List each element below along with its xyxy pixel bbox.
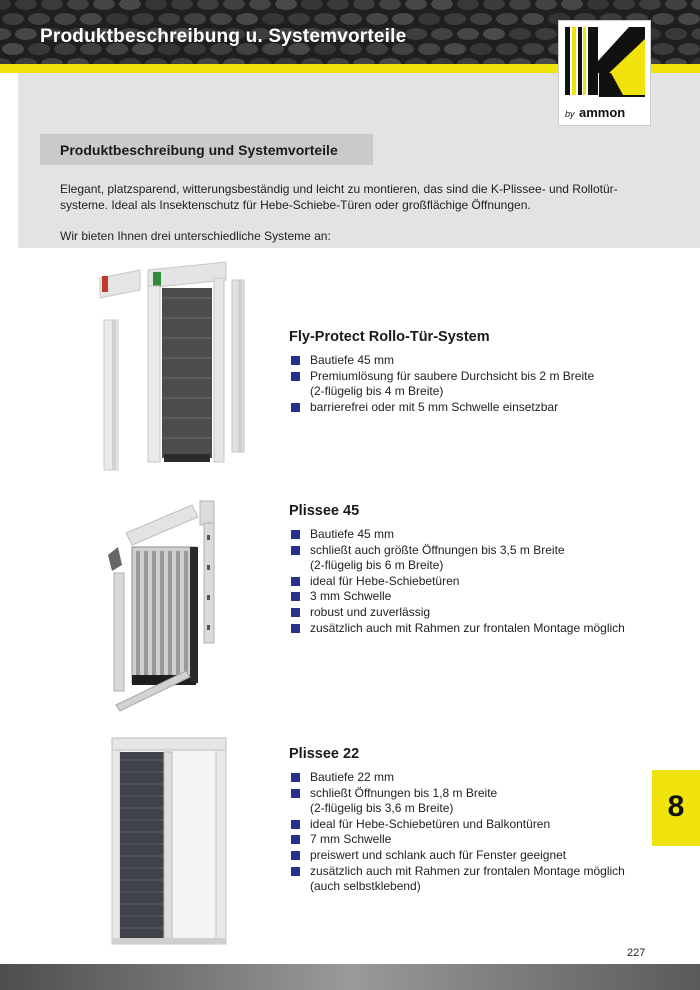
header-dot [652,13,674,25]
header-dot [691,0,700,10]
header-dot [145,0,167,10]
header-dot [119,0,141,10]
header-dot [444,13,466,25]
feature-item [289,605,625,621]
header-dot [223,0,245,10]
feature-item [289,817,625,833]
header-dot [2,13,24,25]
feature-item [289,832,625,848]
bullet-square-icon [291,867,300,876]
header-dot [301,0,323,10]
header-dot [418,43,440,55]
feature-text: zusätzlich auch mit Rahmen zur frontalen Montage möglich [310,620,625,635]
product-title: Plissee 22 [289,746,360,762]
header-dot [249,0,271,10]
header-dot [470,13,492,25]
svg-text:by: by [565,109,575,119]
feature-text: ideal für Hebe-Schiebetüren und Balkontüren [310,816,551,831]
svg-text:ammon: ammon [579,105,626,120]
header-dot [444,43,466,55]
header-dot [522,43,544,55]
header-dot [41,0,63,10]
header-dot [93,0,115,10]
header-dot [561,0,583,10]
header-dot [509,0,531,10]
feature-text: barrierefrei oder mit 5 mm Schwelle einsetzbar [310,399,559,414]
feature-item [289,864,625,895]
header-dot [197,0,219,10]
feature-item [289,770,625,786]
header-dot [392,13,414,25]
header-dot [379,0,401,10]
header-dot [80,13,102,25]
pleated-22-door-illustration [106,730,231,948]
header-dot [431,28,453,40]
header-dot [327,0,349,10]
product-title: Plissee 45 [289,503,360,519]
feature-item [289,589,625,605]
header-dot [132,13,154,25]
header-dot [184,13,206,25]
header-dot [314,13,336,25]
feature-item [289,353,594,369]
header-dot [665,28,687,40]
header-dot [678,43,700,55]
feature-item [289,574,625,590]
header-dot [496,13,518,25]
feature-item [289,848,625,864]
k-brand-logo-icon [559,21,650,125]
bullet-square-icon [291,789,300,798]
feature-item [289,543,625,574]
feature-list [289,527,625,636]
feature-text: schließt auch größte Öffnungen bis 3,5 m Breite [310,542,565,557]
feature-text: schließt Öffnungen bis 1,8 m Breite [310,785,498,800]
feature-text: preiswert und schlank auch für Fenster geeignet [310,847,567,862]
intro-text [60,181,640,213]
chapter-number: 8 [667,790,685,823]
feature-item [289,527,625,543]
feature-text: Bautiefe 22 mm [310,770,395,784]
header-dot [171,0,193,10]
feature-text: 3 mm Schwelle [310,589,392,604]
feature-item [289,786,625,817]
bullet-square-icon [291,372,300,381]
bullet-square-icon [291,592,300,601]
header-dot [535,0,557,10]
pleated-45-exploded-illustration [104,495,229,717]
header-dot [665,0,687,10]
chapter-tab [652,770,700,846]
header-dot [54,13,76,25]
feature-text-cont: (auch selbstklebend) [310,879,421,894]
header-dot [691,28,700,40]
bullet-square-icon [291,624,300,633]
bullet-square-icon [291,546,300,555]
brand-logo [558,20,651,126]
header-dot [457,0,479,10]
header-dot [431,0,453,10]
feature-item [289,400,594,416]
page-number: 227 [627,947,646,959]
footer-band [0,964,700,990]
feature-text: zusätzlich auch mit Rahmen zur frontalen Montage möglich [310,863,625,878]
bullet-square-icon [291,835,300,844]
page-header-title: Produktbeschreibung u. Systemvorteile [40,26,407,47]
header-dot [0,28,11,40]
header-dot [106,13,128,25]
feature-text: Bautiefe 45 mm [310,353,395,367]
header-dot [470,43,492,55]
bullet-square-icon [291,851,300,860]
bullet-square-icon [291,577,300,586]
bullet-square-icon [291,356,300,365]
bullet-square-icon [291,820,300,829]
header-dot [483,28,505,40]
feature-text-cont: (2-flügelig bis 4 m Breite) [310,384,444,399]
header-dot [652,43,674,55]
header-dot [639,0,661,10]
header-dot [535,28,557,40]
feature-text: Premiumlösung für saubere Durchsicht bis 2 m Breite [310,368,595,383]
intro-line: systeme. Ideal als Insektenschutz für Hebe-Schiebe-Türen oder großflächige Öffnungen. [60,198,531,212]
header-dot [366,13,388,25]
header-dot [28,13,50,25]
header-dot [67,0,89,10]
feature-text: 7 mm Schwelle [310,832,392,847]
bullet-square-icon [291,608,300,617]
header-dot [587,0,609,10]
header-dot [210,13,232,25]
header-dot [2,43,24,55]
section-title: Produktbeschreibung und Systemvorteile [60,142,338,158]
header-dot [0,0,11,10]
section-heading-box [40,134,373,165]
header-dot [678,13,700,25]
systems-intro: Wir bieten Ihnen drei unterschiedliche Systeme an: [60,229,331,243]
product-plissee-45 [289,503,625,636]
feature-item [289,369,594,400]
feature-list [289,770,625,895]
header-dot [418,13,440,25]
header-dot [340,13,362,25]
header-dot [496,43,518,55]
header-dot [15,0,37,10]
header-dot [405,0,427,10]
header-dot [522,13,544,25]
bullet-square-icon [291,530,300,539]
feature-text: robust und zuverlässig [310,604,431,619]
feature-item [289,621,625,637]
feature-text-cont: (2-flügelig bis 3,6 m Breite) [310,801,454,816]
header-dot [509,28,531,40]
header-dot [158,13,180,25]
header-dot [288,13,310,25]
roller-door-illustration [82,258,257,480]
intro-line: Elegant, platzsparend, witterungsbeständig und leicht zu montieren, das sind die K-Plissee- und Rollotür- [60,182,618,196]
header-dot [353,0,375,10]
header-dot [15,28,37,40]
feature-text-cont: (2-flügelig bis 6 m Breite) [310,558,444,573]
feature-text: Bautiefe 45 mm [310,527,395,541]
header-dot [457,28,479,40]
product-title: Fly-Protect Rollo-Tür-System [289,329,490,345]
feature-list [289,353,594,415]
feature-text: ideal für Hebe-Schiebetüren [310,573,460,588]
header-dot [483,0,505,10]
product-fly-protect [289,329,594,415]
bullet-square-icon [291,403,300,412]
header-dot [405,28,427,40]
header-dot [236,13,258,25]
header-dot [275,0,297,10]
header-dot [613,0,635,10]
bullet-square-icon [291,773,300,782]
product-plissee-22 [289,746,625,895]
header-dot [262,13,284,25]
